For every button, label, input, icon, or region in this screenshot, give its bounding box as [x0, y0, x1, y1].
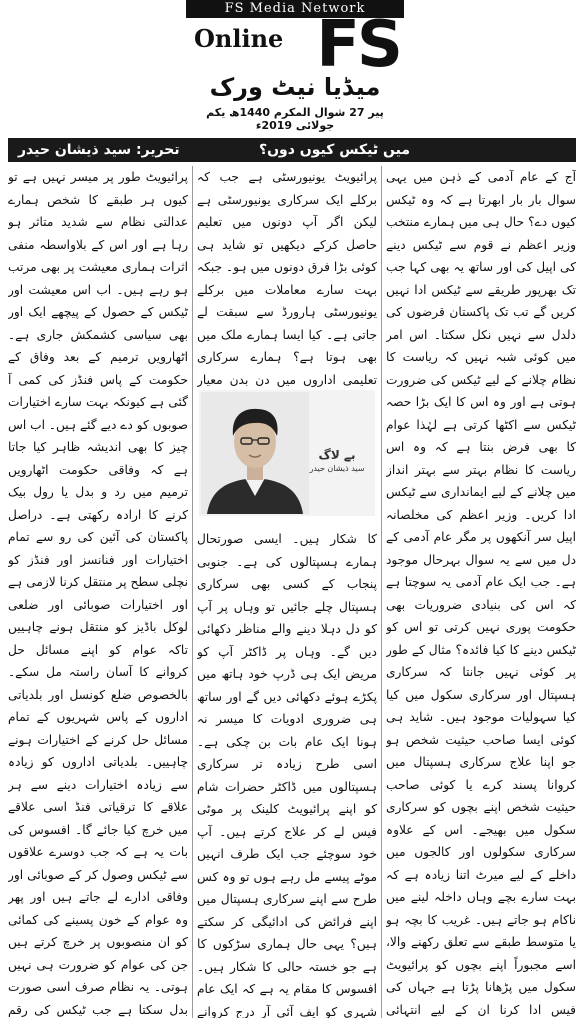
- column-text: کا شکار ہیں۔ ایسی صورتحال ہمارے ہسپتالوں کی ہے۔ جنوبی پنجاب کے کسی بھی سرکاری ہسپتال چلے جائیں تو وہاں پر آپ کو دل دہلا دینے والے مناظر دکھائی دیں گے۔ وہاں پر ڈاکٹر آپ کو مریض ایک ہی ڈرپ خود ہاتھ میں پکڑے ہوئے دکھائی دیں گے اور ساتھ ہی ضروری ادویات کا میسر نہ ہونا ایک عام بات بن چکی ہے۔ اسی طرح زیادہ تر سرکاری ہسپتالوں میں ڈاکٹر حضرات شام کو اپنے پرائیویٹ کلینک پر موٹی فیس لے کر علاج کرتے ہیں۔ آپ خود سوچئے جب ایک طرف انہیں موٹے پیسے مل رہے ہوں تو وہ کس طرح سے اپنے سرکاری ہسپتال میں اپنے فرائض کی ادائیگی کر سکتے ہیں؟ یہی حال ہماری سڑکوں کا ہے جو خستہ حالی کا شکار ہیں۔ افسوس کا مقام یہ ہے کہ ایک عام شہری کو ایف آئی آر درج کروانے: [197, 532, 377, 1018]
- article-column-right: [386, 166, 576, 1018]
- author-photo: [201, 392, 309, 514]
- column-divider: [381, 166, 382, 1018]
- author-caption: سید ذیشان حیدر: [309, 464, 365, 473]
- headline-bar: [8, 138, 576, 162]
- brand-fs: FS: [316, 8, 400, 82]
- column-text: پرائیویٹ یونیورسٹی ہے جب کہ برکلے ایک سرکاری یونیورسٹی ہے لیکن اگر آپ دونوں میں تعلیم حاصل کرکے دیکھیں تو شاید ہی کوئی بڑا فرق دونوں میں ہو۔ جبکہ بہت سارے معاملات میں برکلے یونیورسٹی ہارورڈ سے سبقت لے جاتی ہے۔ کیا ایسا ہمارے ملک میں بھی ہوتا ہے؟ ہمارے سرکاری تعلیمی اداروں میں دن بدن معیار: [197, 170, 377, 387]
- column-divider: [192, 166, 193, 1018]
- article-column-left: [8, 166, 188, 1018]
- article-headline: میں ٹیکس کیوں دوں؟: [258, 142, 410, 158]
- dateline: پیر 27 شوال المکرم 1440ھ یکم جولائی 2019ء: [206, 106, 384, 132]
- brand-online: Online: [194, 24, 284, 53]
- brand-urdu-name: میڈیا نیٹ ورک: [209, 73, 381, 101]
- article-author: تحریر: سید ذیشان حیدر: [18, 142, 180, 158]
- column-name: بے لاگ: [318, 448, 356, 462]
- masthead: [186, 0, 404, 132]
- column-text: پرائیویٹ طور پر میسر نہیں ہے تو کیوں ہر طبقے کا شخص ہمارے عدالتی نظام سے شدید متاثر ہو رہا ہے اور اس کے بلاواسطہ منفی اثرات ہماری معیشت پر بھی مرتب ہو رہے ہیں۔ اب اس معیشت اور ٹیکس کے حصول کے پیچھے ایک اور بھی سیاسی کشمکش جاری ہے۔ اٹھارویں ترمیم کے بعد وفاق کے حکومت کے پاس فنڈز کی کمی آ گئی ہے کیونکہ بہت سارے اختیارات صوبوں کو دے دیے گئے ہیں۔ اب اس چیز کا بھی اندیشہ ظاہر کیا جاتا ہے کہ وفاقی حکومت اٹھارویں ترمیم میں رد و بدل یا رول بیک کرنے کا ارادہ رکھتی ہے۔ دراصل پاکستان کی آئین کی رو سے تمام اختیارات اور فنانسز اور فنڈز کو نچلی سطح پر منتقل کرنا لازمی ہے اور اختیارات صوبائی اور ضلعی لوکل باڈیز کو منتقل ہونے چاہییں تاکہ عوام کو اپنے مسائل حل کروانے کا آسان راستہ مل سکے۔ بالخصوص ضلع کونسل اور بلدیاتی اداروں کے پاس شہریوں کے تمام مسائل حل کرنے کے اختیارات ہونے چاہییں۔ بلدیاتی اداروں کو زیادہ سے زیادہ اختیارات دینے سے ہر علاقے کا ترقیاتی فنڈ اسی علاقے میں خرچ کیا جائے گا۔ افسوس کی بات یہ ہے کہ جب دوسرے علاقوں سے ٹیکس وصول کر کے صوبائی اور وفاقی ادارے لے جاتے ہیں اور پھر وہ عوام کے خون پسینے کی کمائی کو ان منصوبوں پر خرچ کرتے ہیں جن کی عوام کو ضرورت ہی نہیں ہوتی۔ یہ نظام صرف اسی صورت بدل سکتا ہے جب ٹیکس کی رقم: [8, 170, 188, 1017]
- article-column-middle: [197, 166, 377, 1018]
- author-portrait: [199, 390, 375, 516]
- network-name: FS Media Network: [186, 0, 404, 18]
- column-text: آج کے عام آدمی کے ذہن میں یہی سوال بار بار ابھرتا ہے کہ وہ ٹیکس کیوں دے؟ حال ہی میں ہمارے منتخب وزیر اعظم نے قوم سے ٹیکس دینے کی اپیل کی اور ساتھ یہ بھی کہا جب تک بھرپور طریقے سے ٹیکس ادا نہیں کریں گے تب تک پاکستان قرضوں کی دلدل سے نہیں نکل سکتا۔ اس امر میں کوئی شبہ نہیں کہ ریاست کا نظام چلانے کے لیے ٹیکس کی ضرورت ہوتی ہے اور وہ اس کا ایک بڑا حصہ ٹیکس سے اکٹھا کرتی ہے لہٰذا عوام کا بھی فرض بنتا ہے کہ وہ اس ریاست کا نظام بہتر سے بہتر انداز میں چلانے کے لیے ایمانداری سے ٹیکس ادا کریں۔ وزیر اعظم کی مخلصانہ اپیل سر آنکھوں پر مگر عام آدمی کے دل میں سے یہ سوال بہرحال موجود ہے۔ جب ایک عام آدمی یہ سوچتا ہے کہ اس کی بنیادی ضروریات بھی حکومت پوری نہیں کرتی تو اس کو ٹیکس دینے کا کیا فائدہ؟ مثال کے طور پر کوئی نہیں جانتا کہ سرکاری ہسپتال اور سرکاری سکول میں کیا کیا سہولیات موجود ہیں۔ شاید ہی کوئی ایسا صاحب حیثیت شخص ہو جو اپنا علاج سرکاری ہسپتال میں کروانا پسند کرے یا کوئی صاحب حیثیت شخص اپنے بچوں کو سرکاری سکول میں بھیجے۔ اس کے علاوہ سرکاری سکولوں اور کالجوں میں داخلے کے لیے میرٹ اتنا زیادہ ہے کہ بہت سارے بچے وہاں داخلہ لینے میں ناکام ہو جاتے ہیں۔ غریب کا بچہ ہو یا متوسط طبقے سے تعلق رکھنے والا، اسے مجبوراً اپنے بچوں کو پرائیویٹ سکول میں پڑھانا پڑتا ہے جہاں کی فیس ادا کرنا ان کے لیے انتہائی: [386, 170, 576, 1017]
- portrait-caption: [307, 448, 367, 473]
